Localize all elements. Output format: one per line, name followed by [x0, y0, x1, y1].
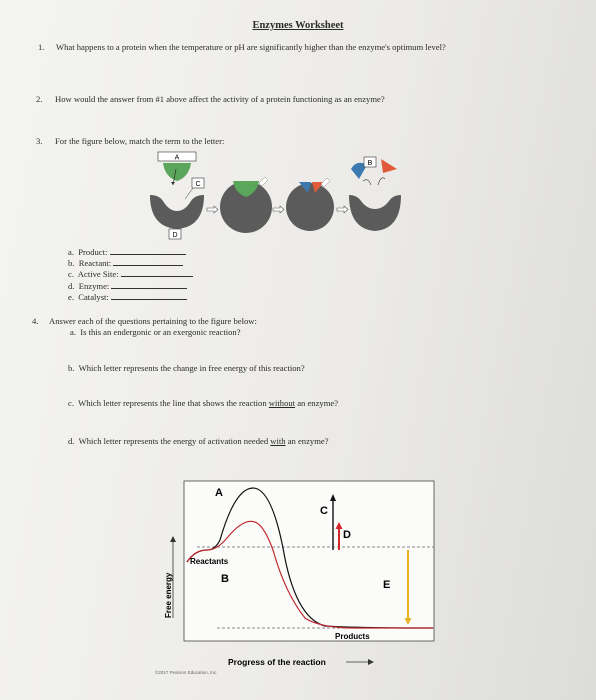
- q4c: c. Which letter represents the line that shows the reaction without an enzyme?: [68, 398, 339, 408]
- q4-text: Answer each of the questions pertaining to the figure below:: [49, 316, 257, 326]
- q3-item-d: d. Enzyme:: [68, 280, 187, 291]
- product-red: [381, 159, 397, 173]
- enzyme-figure: [145, 145, 405, 245]
- q3-text: For the figure below, match the term to the letter:: [55, 136, 225, 146]
- x-axis-label: Progress of the reaction: [228, 657, 326, 667]
- graph-label-e: E: [383, 579, 391, 591]
- step-arrow-2: [273, 206, 284, 213]
- graph-label-b: B: [221, 573, 229, 585]
- q2-number: 2.: [36, 94, 43, 104]
- blank-enzyme[interactable]: [111, 280, 187, 289]
- blank-catalyst[interactable]: [111, 291, 187, 300]
- step-arrow-1: [207, 206, 218, 213]
- graph-label-c: C: [320, 505, 328, 517]
- graph-label-a: A: [215, 487, 223, 499]
- energy-diagram: [155, 478, 445, 678]
- substrate-shape: [163, 163, 191, 181]
- q4b: b. Which letter represents the change in free energy of this reaction?: [68, 363, 305, 373]
- products-label: Products: [335, 632, 370, 641]
- q4d: d. Which letter represents the energy of activation needed with an enzyme?: [68, 436, 329, 446]
- q3-item-e: e. Catalyst:: [68, 291, 187, 302]
- q2-text: How would the answer from #1 above affect the activity of a protein functioning as an enzyme?: [55, 94, 385, 104]
- enzyme-1: [150, 195, 204, 229]
- figure-label-d: D: [172, 232, 178, 239]
- enzyme-4: [349, 195, 401, 231]
- figure-label-a: A: [174, 154, 180, 162]
- q4-number: 4.: [32, 316, 39, 326]
- q3-item-b: b. Reactant:: [68, 257, 183, 268]
- q4a: a. Is this an endergonic or an exergonic reaction?: [70, 327, 241, 337]
- copyright-text: ©2017 Pearson Education, Inc.: [155, 670, 218, 675]
- blank-reactant[interactable]: [113, 257, 183, 266]
- step-arrow-3: [337, 206, 348, 213]
- q1-text: What happens to a protein when the temperature or pH are significantly higher than the enzyme's optimum level?: [56, 42, 446, 52]
- q3-item-c: c. Active Site:: [68, 268, 193, 279]
- enzyme-3: [286, 183, 334, 231]
- figure-label-b: B: [367, 160, 373, 167]
- reactants-label: Reactants: [190, 557, 229, 566]
- q3-item-a: a. Product:: [68, 246, 186, 257]
- blank-product[interactable]: [110, 246, 186, 255]
- y-axis-label: Free energy: [164, 572, 173, 618]
- worksheet-title: Enzymes Worksheet: [252, 20, 344, 31]
- graph-label-d: D: [343, 529, 351, 541]
- q3-number: 3.: [36, 136, 43, 146]
- q1-number: 1.: [38, 42, 45, 52]
- blank-active-site[interactable]: [121, 268, 193, 277]
- figure-label-c: C: [195, 181, 201, 188]
